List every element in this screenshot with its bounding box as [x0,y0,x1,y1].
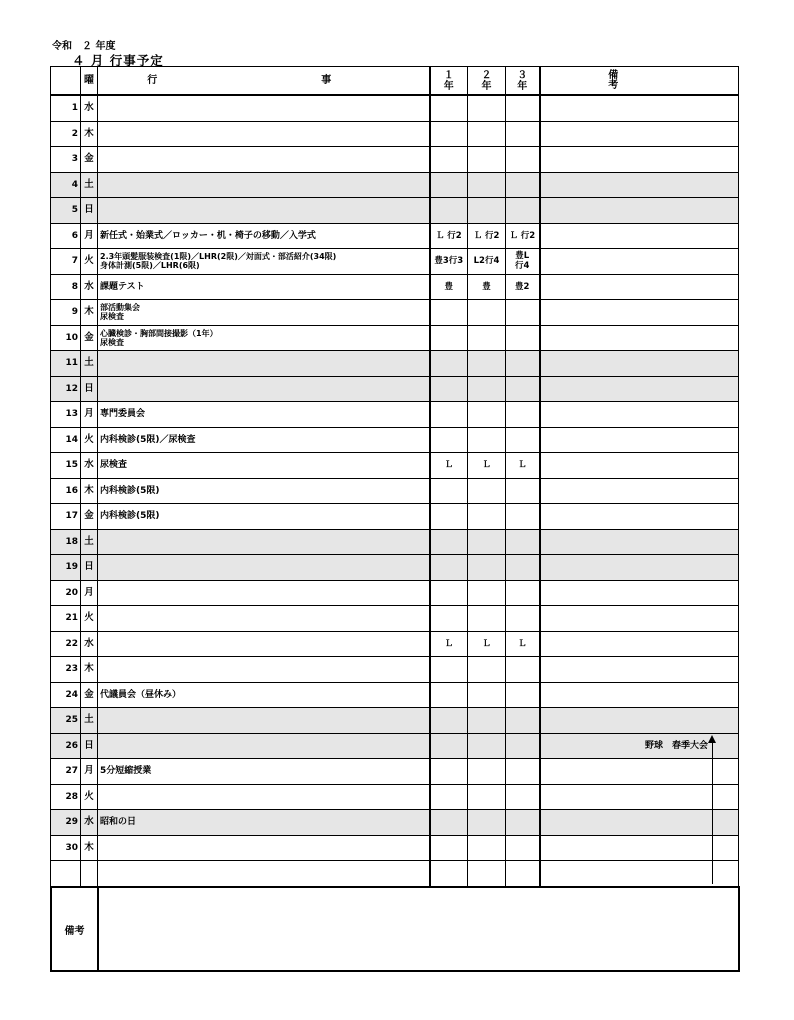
day-cell: 22 [51,631,81,657]
weekday-cell: 金 [81,682,98,708]
year3-cell[interactable] [506,172,540,198]
remarks-cell[interactable] [540,835,739,861]
year1-cell[interactable]: 豊3行3 [430,249,468,275]
table-row [51,657,739,683]
table-row [51,95,739,121]
year2-cell[interactable] [468,325,506,351]
year3-header: ３ 年 [506,67,540,96]
table-row [51,733,739,759]
year2-cell[interactable] [468,300,506,326]
weekday-cell: 日 [81,733,98,759]
weekday-cell: 水 [81,453,98,479]
year2-cell[interactable]: 豊 [468,274,506,300]
day-cell: 12 [51,376,81,402]
year2-cell[interactable] [468,172,506,198]
year1-cell[interactable] [430,835,468,861]
year3-cell[interactable] [506,861,540,887]
day-cell: 9 [51,300,81,326]
weekday-cell: 木 [81,835,98,861]
year3-cell[interactable]: 豊2 [506,274,540,300]
year2-cell[interactable] [468,376,506,402]
day-cell: 27 [51,759,81,785]
day-cell: 4 [51,172,81,198]
year1-cell[interactable] [430,376,468,402]
table-row [51,504,739,530]
year3-cell[interactable]: Ｌ [506,631,540,657]
remarks-cell[interactable] [540,274,739,300]
table-row [51,198,739,224]
event-cell[interactable]: 専門委員会 [98,402,430,428]
year2-cell[interactable] [468,810,506,836]
year2-cell[interactable]: Ｌ [468,453,506,479]
day-cell: 14 [51,427,81,453]
table-row [51,810,739,836]
year3-cell[interactable] [506,733,540,759]
year2-cell[interactable] [468,606,506,632]
event-cell[interactable]: 代議員会（昼休み） [98,682,430,708]
event-cell[interactable] [98,733,430,759]
schedule-table [50,66,794,887]
event-line: 心臓検診・胸部間接撮影（1年） [100,328,218,338]
weekday-cell: 土 [81,708,98,734]
day-cell: 10 [51,325,81,351]
year3-cell[interactable] [506,121,540,147]
year3-cell[interactable] [506,682,540,708]
year2-cell[interactable] [468,402,506,428]
year1-cell[interactable] [430,529,468,555]
year2-cell[interactable] [468,147,506,173]
weekday-cell: 土 [81,351,98,377]
remarks-cell[interactable] [540,504,739,530]
remarks-cell[interactable] [540,861,739,887]
table-row [51,478,739,504]
table-row [51,759,739,785]
year3-cell[interactable] [506,427,540,453]
event-cell[interactable]: 新任式・始業式／ロッカー・机・椅子の移動／入学式 [98,223,430,249]
event-cell[interactable] [98,555,430,581]
year3-cell[interactable] [506,555,540,581]
remarks-cell[interactable] [540,223,739,249]
event-cell[interactable] [98,657,430,683]
day-cell: 3 [51,147,81,173]
table-row [51,835,739,861]
event-cell[interactable] [98,835,430,861]
year1-cell[interactable] [430,427,468,453]
table-row [51,325,739,351]
year1-cell[interactable]: Ｌ 行2 [430,223,468,249]
remarks-cell[interactable] [540,121,739,147]
event-cell[interactable] [98,147,430,173]
weekday-cell: 火 [81,249,98,275]
event-header: 行 事 [98,67,430,96]
event-cell[interactable] [98,172,430,198]
day-cell: 19 [51,555,81,581]
year2-cell[interactable] [468,861,506,887]
day-cell: 16 [51,478,81,504]
remarks-cell[interactable] [540,657,739,683]
event-cell[interactable] [98,95,430,121]
year2-cell[interactable] [468,759,506,785]
remarks-cell[interactable] [540,325,739,351]
day-cell: 13 [51,402,81,428]
event-cell[interactable] [98,631,430,657]
year2-cell[interactable] [468,657,506,683]
weekday-cell: 火 [81,427,98,453]
weekday-cell: 日 [81,198,98,224]
event-cell[interactable] [98,351,430,377]
year1-cell[interactable]: 豊 [430,274,468,300]
year3-cell[interactable] [506,249,540,275]
day-cell: 18 [51,529,81,555]
table-row [51,172,739,198]
event-cell[interactable]: 昭和の日 [98,810,430,836]
page-title: ４ 月 行事予定 [72,53,164,68]
remarks-cell[interactable] [540,300,739,326]
table-row [51,682,739,708]
remarks-cell[interactable] [540,478,739,504]
event-cell[interactable]: 内科検診(5限)／尿検査 [98,427,430,453]
weekday-cell: 土 [81,172,98,198]
weekday-cell: 水 [81,95,98,121]
table-row [51,861,739,887]
year3-cell[interactable] [506,504,540,530]
year1-cell[interactable] [430,657,468,683]
day-cell: 1 [51,95,81,121]
table-row [51,708,739,734]
remarks-cell[interactable] [540,784,739,810]
table-row [51,453,739,479]
header-row [51,67,739,96]
table-row [51,427,739,453]
year1-cell[interactable] [430,325,468,351]
table-row [51,249,739,275]
year1-cell[interactable] [430,300,468,326]
notes-label: 備考 [51,887,98,971]
year2-cell[interactable] [468,427,506,453]
notes-field[interactable] [98,887,739,971]
event-cell[interactable] [98,249,430,275]
year2-header: ２ 年 [468,67,506,96]
table-row [51,376,739,402]
remarks-cell[interactable] [540,810,739,836]
event-line: 尿検査 [100,312,124,322]
table-row [51,274,739,300]
weekday-cell: 日 [81,555,98,581]
day-cell: 20 [51,580,81,606]
table-row [51,351,739,377]
day-cell: 2 [51,121,81,147]
table-row [51,606,739,632]
weekday-cell: 木 [81,300,98,326]
weekday-cell: 木 [81,121,98,147]
day-cell: 29 [51,810,81,836]
remarks-cell[interactable] [540,631,739,657]
table-row [51,580,739,606]
year1-cell[interactable] [430,784,468,810]
event-cell[interactable]: 尿検査 [98,453,430,479]
event-cell[interactable] [98,300,430,326]
year1-cell[interactable] [430,580,468,606]
year1-cell[interactable] [430,402,468,428]
year1-cell[interactable] [430,810,468,836]
weekday-cell: 木 [81,478,98,504]
day-cell: 25 [51,708,81,734]
year3-cell[interactable] [506,325,540,351]
remarks-cell[interactable] [540,580,739,606]
remarks-cell[interactable] [540,402,739,428]
year2-cell[interactable] [468,708,506,734]
year1-cell[interactable] [430,861,468,887]
year2-cell[interactable] [468,198,506,224]
event-cell[interactable] [98,529,430,555]
remarks-cell[interactable] [540,249,739,275]
event-cell[interactable]: 課題テスト [98,274,430,300]
weekday-cell: 土 [81,529,98,555]
day-cell: 11 [51,351,81,377]
weekday-cell: 月 [81,402,98,428]
year2-cell[interactable] [468,529,506,555]
day-cell [51,861,81,887]
table-row [51,147,739,173]
table-row [51,784,739,810]
year2-cell[interactable] [468,95,506,121]
event-cell[interactable] [98,708,430,734]
year1-cell[interactable] [430,172,468,198]
event-cell[interactable]: 内科検診(5限) [98,478,430,504]
year2-cell[interactable] [468,478,506,504]
weekday-cell: 火 [81,784,98,810]
year3-cell[interactable] [506,810,540,836]
day-cell: 30 [51,835,81,861]
day-cell: 24 [51,682,81,708]
day-cell: 23 [51,657,81,683]
event-cell[interactable]: 内科検診(5限) [98,504,430,530]
year3-cell[interactable]: Ｌ [506,453,540,479]
year2-cell[interactable] [468,682,506,708]
remarks-cell[interactable] [540,529,739,555]
day-header [51,67,81,96]
event-cell[interactable]: 5分短縮授業 [98,759,430,785]
remarks-cell[interactable]: 野球 春季大会 [540,733,739,759]
table-row [51,631,739,657]
year1-cell[interactable] [430,198,468,224]
event-cell[interactable] [98,606,430,632]
table-row [51,223,739,249]
day-cell: 7 [51,249,81,275]
day-cell: 6 [51,223,81,249]
year2-cell[interactable] [468,351,506,377]
period-arrow-line [712,742,713,884]
year3-cell[interactable] [506,376,540,402]
weekday-cell: 金 [81,325,98,351]
event-cell[interactable] [98,784,430,810]
year1-header: １ 年 [430,67,468,96]
year1-cell[interactable] [430,682,468,708]
year2-cell[interactable] [468,784,506,810]
day-cell: 21 [51,606,81,632]
year3-cell[interactable] [506,759,540,785]
day-cell: 17 [51,504,81,530]
event-cell[interactable] [98,580,430,606]
year3-cell[interactable] [506,529,540,555]
year1-cell[interactable]: Ｌ [430,453,468,479]
year1-cell[interactable] [430,504,468,530]
year2-cell[interactable] [468,121,506,147]
year3-cell[interactable] [506,708,540,734]
remarks-cell[interactable] [540,376,739,402]
year2-cell[interactable] [468,835,506,861]
year3-cell[interactable] [506,606,540,632]
weekday-cell: 月 [81,223,98,249]
event-cell[interactable] [98,325,430,351]
event-line: 身体計測(5限)／LHR(6限) [100,261,200,271]
remarks-cell[interactable] [540,606,739,632]
year3-line: 豊L [515,251,530,262]
weekday-cell: 金 [81,147,98,173]
day-cell: 26 [51,733,81,759]
remarks-cell[interactable] [540,172,739,198]
year1-cell[interactable] [430,606,468,632]
event-cell[interactable] [98,121,430,147]
table-row [51,121,739,147]
weekday-cell: 水 [81,631,98,657]
remarks-cell[interactable] [540,453,739,479]
weekday-cell: 月 [81,759,98,785]
year3-cell[interactable]: Ｌ 行2 [506,223,540,249]
weekday-cell: 水 [81,274,98,300]
remarks-cell[interactable] [540,95,739,121]
year3-cell[interactable] [506,657,540,683]
remarks-cell[interactable] [540,198,739,224]
year1-cell[interactable] [430,708,468,734]
year1-cell[interactable] [430,147,468,173]
weekday-cell: 火 [81,606,98,632]
year3-cell[interactable] [506,580,540,606]
year3-line: 行4 [515,261,530,272]
year2-cell[interactable] [468,555,506,581]
year3-cell[interactable] [506,478,540,504]
weekday-cell: 金 [81,504,98,530]
weekday-header: 曜 [81,67,98,96]
remarks-cell[interactable] [540,427,739,453]
year1-cell[interactable] [430,121,468,147]
year1-cell[interactable] [430,555,468,581]
day-cell: 15 [51,453,81,479]
day-cell: 28 [51,784,81,810]
year1-cell[interactable] [430,478,468,504]
table-row [51,300,739,326]
weekday-cell: 水 [81,810,98,836]
event-cell[interactable] [98,861,430,887]
event-line: 2.3年頭髪服装検査(1限)／LHR(2限)／対面式・部活紹介(34限) [100,252,337,262]
year3-cell[interactable] [506,835,540,861]
table-row [51,555,739,581]
weekday-cell [81,861,98,887]
year2-cell[interactable]: L2行4 [468,249,506,275]
year2-cell[interactable] [468,580,506,606]
weekday-cell: 木 [81,657,98,683]
year1-cell[interactable] [430,759,468,785]
day-cell: 5 [51,198,81,224]
year2-cell[interactable]: Ｌ 行2 [468,223,506,249]
year3-cell[interactable] [506,402,540,428]
table-row [51,402,739,428]
table-row [51,529,739,555]
notes-table [50,886,740,972]
year2-cell[interactable] [468,733,506,759]
event-line: 部活動集会 [100,303,140,313]
event-line: 尿検査 [100,337,124,347]
remarks-cell[interactable] [540,708,739,734]
year3-cell[interactable] [506,95,540,121]
remarks-cell[interactable] [540,759,739,785]
year3-cell[interactable] [506,147,540,173]
fiscal-year-label: 令和 ２ 年度 [52,41,116,52]
day-cell: 8 [51,274,81,300]
remarks-cell[interactable] [540,682,739,708]
event-cell[interactable] [98,376,430,402]
remarks-header: 備 考 [540,67,739,96]
remarks-cell[interactable] [540,555,739,581]
year3-cell[interactable] [506,300,540,326]
event-cell[interactable] [98,198,430,224]
weekday-cell: 月 [81,580,98,606]
year1-cell[interactable] [430,733,468,759]
year3-cell[interactable] [506,198,540,224]
year1-cell[interactable] [430,351,468,377]
year2-cell[interactable]: Ｌ [468,631,506,657]
weekday-cell: 日 [81,376,98,402]
year3-cell[interactable] [506,784,540,810]
year2-cell[interactable] [468,504,506,530]
remarks-cell[interactable] [540,147,739,173]
year1-cell[interactable]: Ｌ [430,631,468,657]
year1-cell[interactable] [430,95,468,121]
year3-cell[interactable] [506,351,540,377]
remarks-cell[interactable] [540,351,739,377]
